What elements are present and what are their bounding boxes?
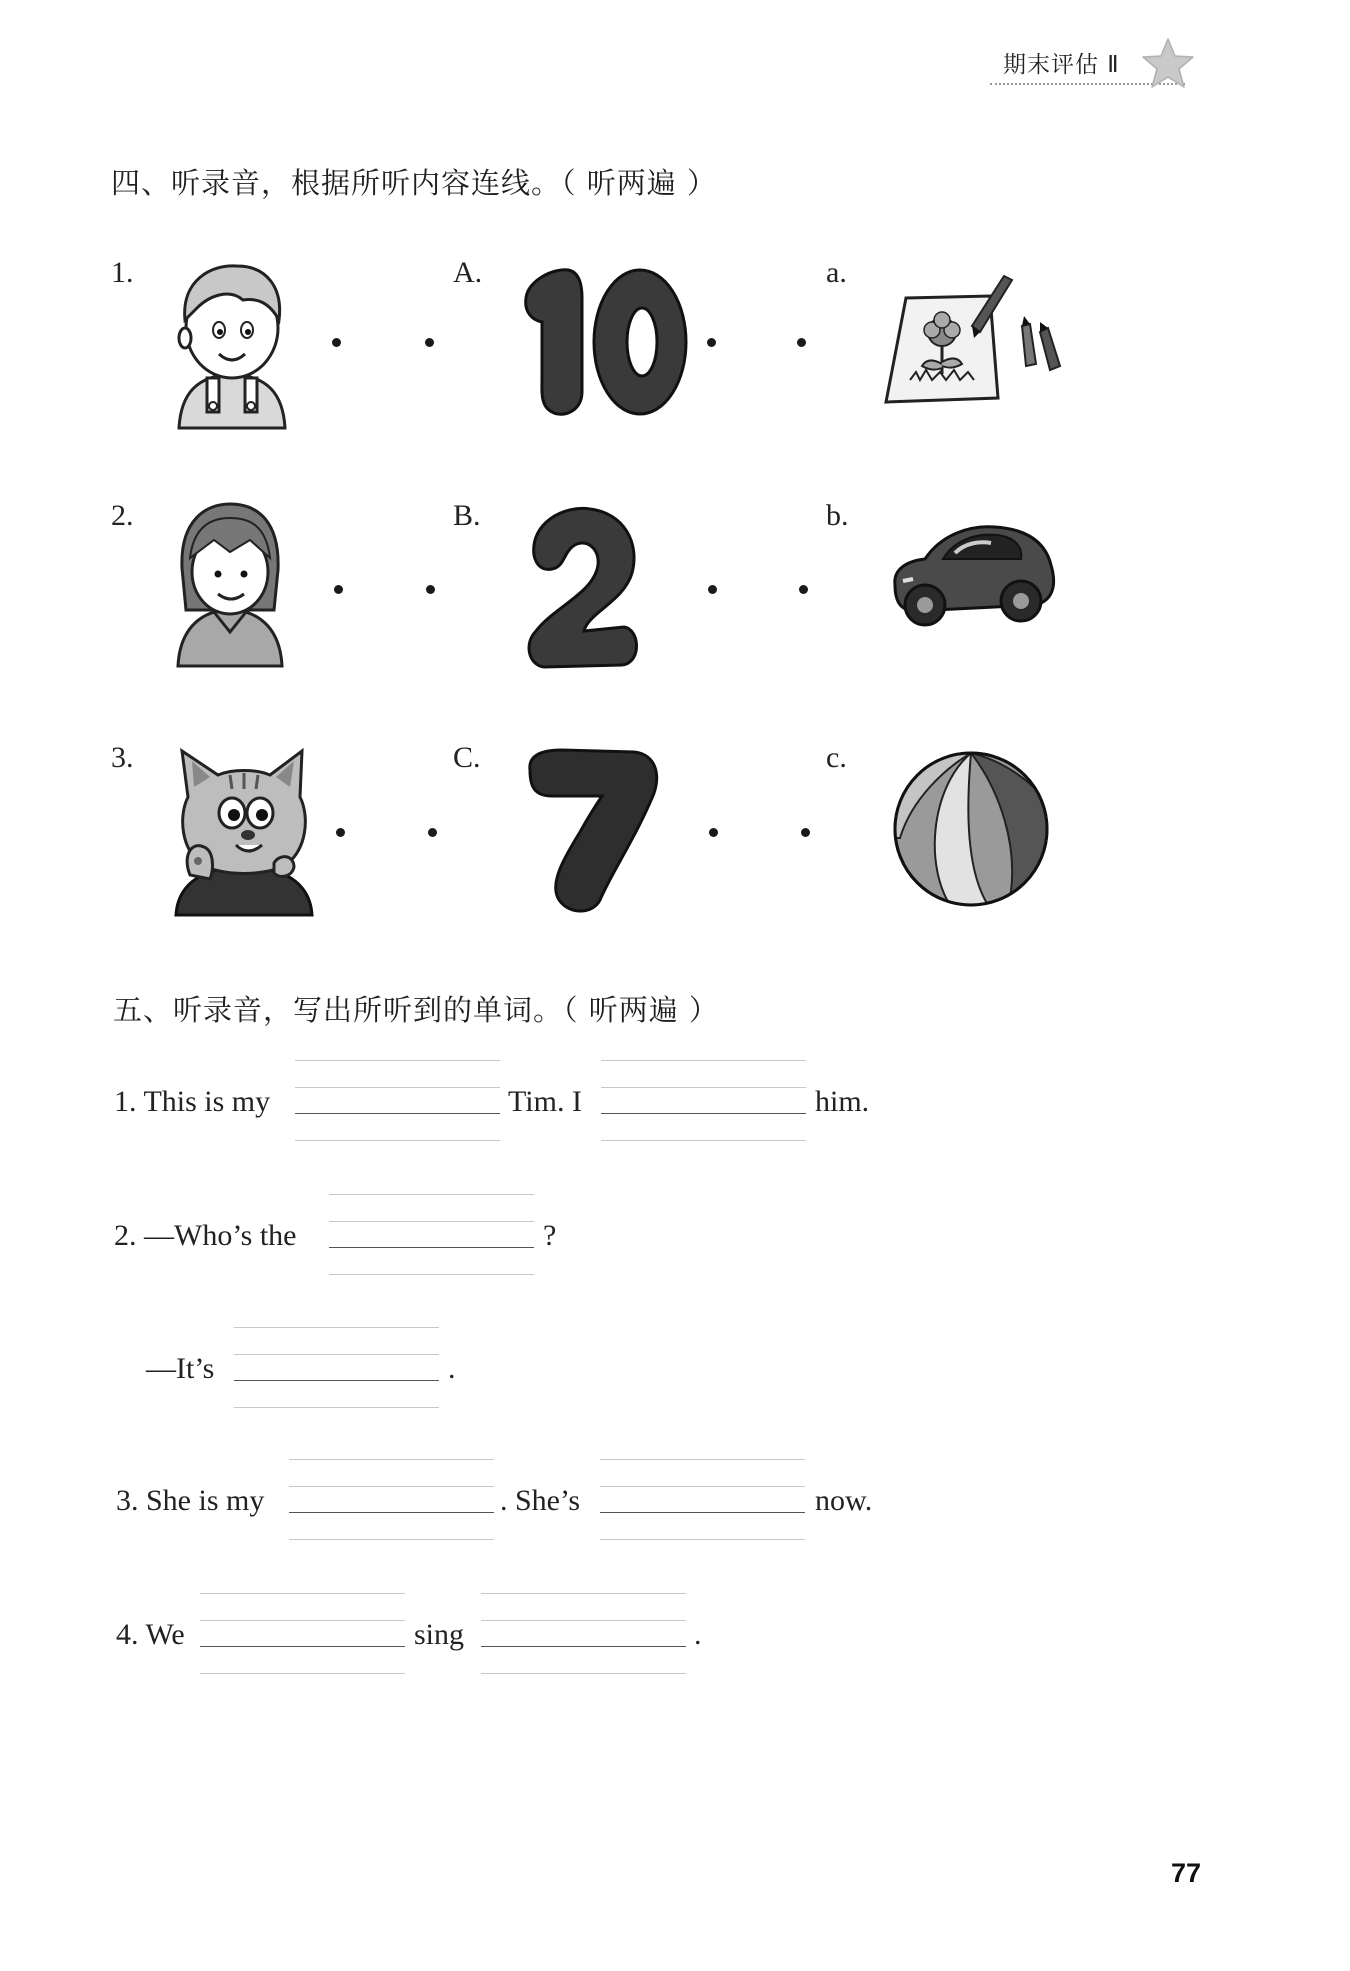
drawing-paper-crayons-icon	[880, 270, 1072, 410]
row-2-number: 2.	[111, 499, 134, 532]
match-dot[interactable]	[426, 585, 435, 594]
q2b-text-end: .	[448, 1352, 456, 1385]
q2-text-end: ?	[543, 1219, 557, 1252]
q1-text-middle: Tim. I	[508, 1085, 582, 1118]
row-2-letter: B.	[453, 499, 481, 532]
header-title: 期末评估 Ⅱ	[1003, 52, 1120, 78]
page-number: 77	[1171, 1858, 1202, 1888]
q3-text-start: 3. She is my	[116, 1484, 265, 1517]
match-dot[interactable]	[334, 585, 343, 594]
row-1-lower: a.	[826, 256, 847, 289]
q4-text-start: 4. We	[116, 1618, 185, 1651]
star-icon	[1140, 36, 1196, 90]
q1-blank-2[interactable]	[601, 1060, 806, 1142]
q4-blank-1[interactable]	[200, 1593, 405, 1675]
cat-icon	[170, 745, 318, 917]
toy-car-icon	[885, 515, 1060, 635]
match-dot[interactable]	[708, 585, 717, 594]
q3-blank-1[interactable]	[289, 1459, 494, 1541]
row-2-lower: b.	[826, 499, 849, 532]
q2b-text-start: —It’s	[146, 1352, 215, 1385]
q1-blank-1[interactable]	[295, 1060, 500, 1142]
girl-icon	[174, 500, 286, 670]
q4-blank-2[interactable]	[481, 1593, 686, 1675]
section-4-title: 四、听录音，根据所听内容连线。（ 听两遍 ）	[111, 166, 717, 200]
ball-icon	[890, 748, 1052, 910]
row-3-letter: C.	[453, 741, 481, 774]
row-3-number: 3.	[111, 741, 134, 774]
q4-text-middle: sing	[414, 1618, 465, 1651]
match-dot[interactable]	[428, 828, 437, 837]
number-10-icon	[518, 262, 688, 422]
match-dot[interactable]	[797, 338, 806, 347]
boy-icon	[157, 258, 307, 433]
q1-text-end: him.	[815, 1085, 870, 1118]
q3-blank-2[interactable]	[600, 1459, 805, 1541]
match-dot[interactable]	[332, 338, 341, 347]
number-7-icon	[522, 748, 662, 914]
q2-text-start: 2. —Who’s the	[114, 1219, 297, 1252]
match-dot[interactable]	[425, 338, 434, 347]
row-3-lower: c.	[826, 741, 847, 774]
match-dot[interactable]	[801, 828, 810, 837]
q3-text-end: now.	[815, 1484, 873, 1517]
match-dot[interactable]	[799, 585, 808, 594]
q1-text-start: 1. This is my	[114, 1085, 271, 1118]
row-1-number: 1.	[111, 256, 134, 289]
q2-blank[interactable]	[329, 1194, 534, 1276]
q3-text-middle: . She’s	[500, 1484, 581, 1517]
match-dot[interactable]	[336, 828, 345, 837]
number-2-icon	[524, 503, 644, 671]
section-5-title: 五、听录音，写出所听到的单词。（ 听两遍 ）	[113, 993, 719, 1027]
q4-text-end: .	[694, 1618, 702, 1651]
match-dot[interactable]	[707, 338, 716, 347]
match-dot[interactable]	[709, 828, 718, 837]
q2b-blank[interactable]	[234, 1327, 439, 1409]
row-1-letter: A.	[453, 256, 483, 289]
